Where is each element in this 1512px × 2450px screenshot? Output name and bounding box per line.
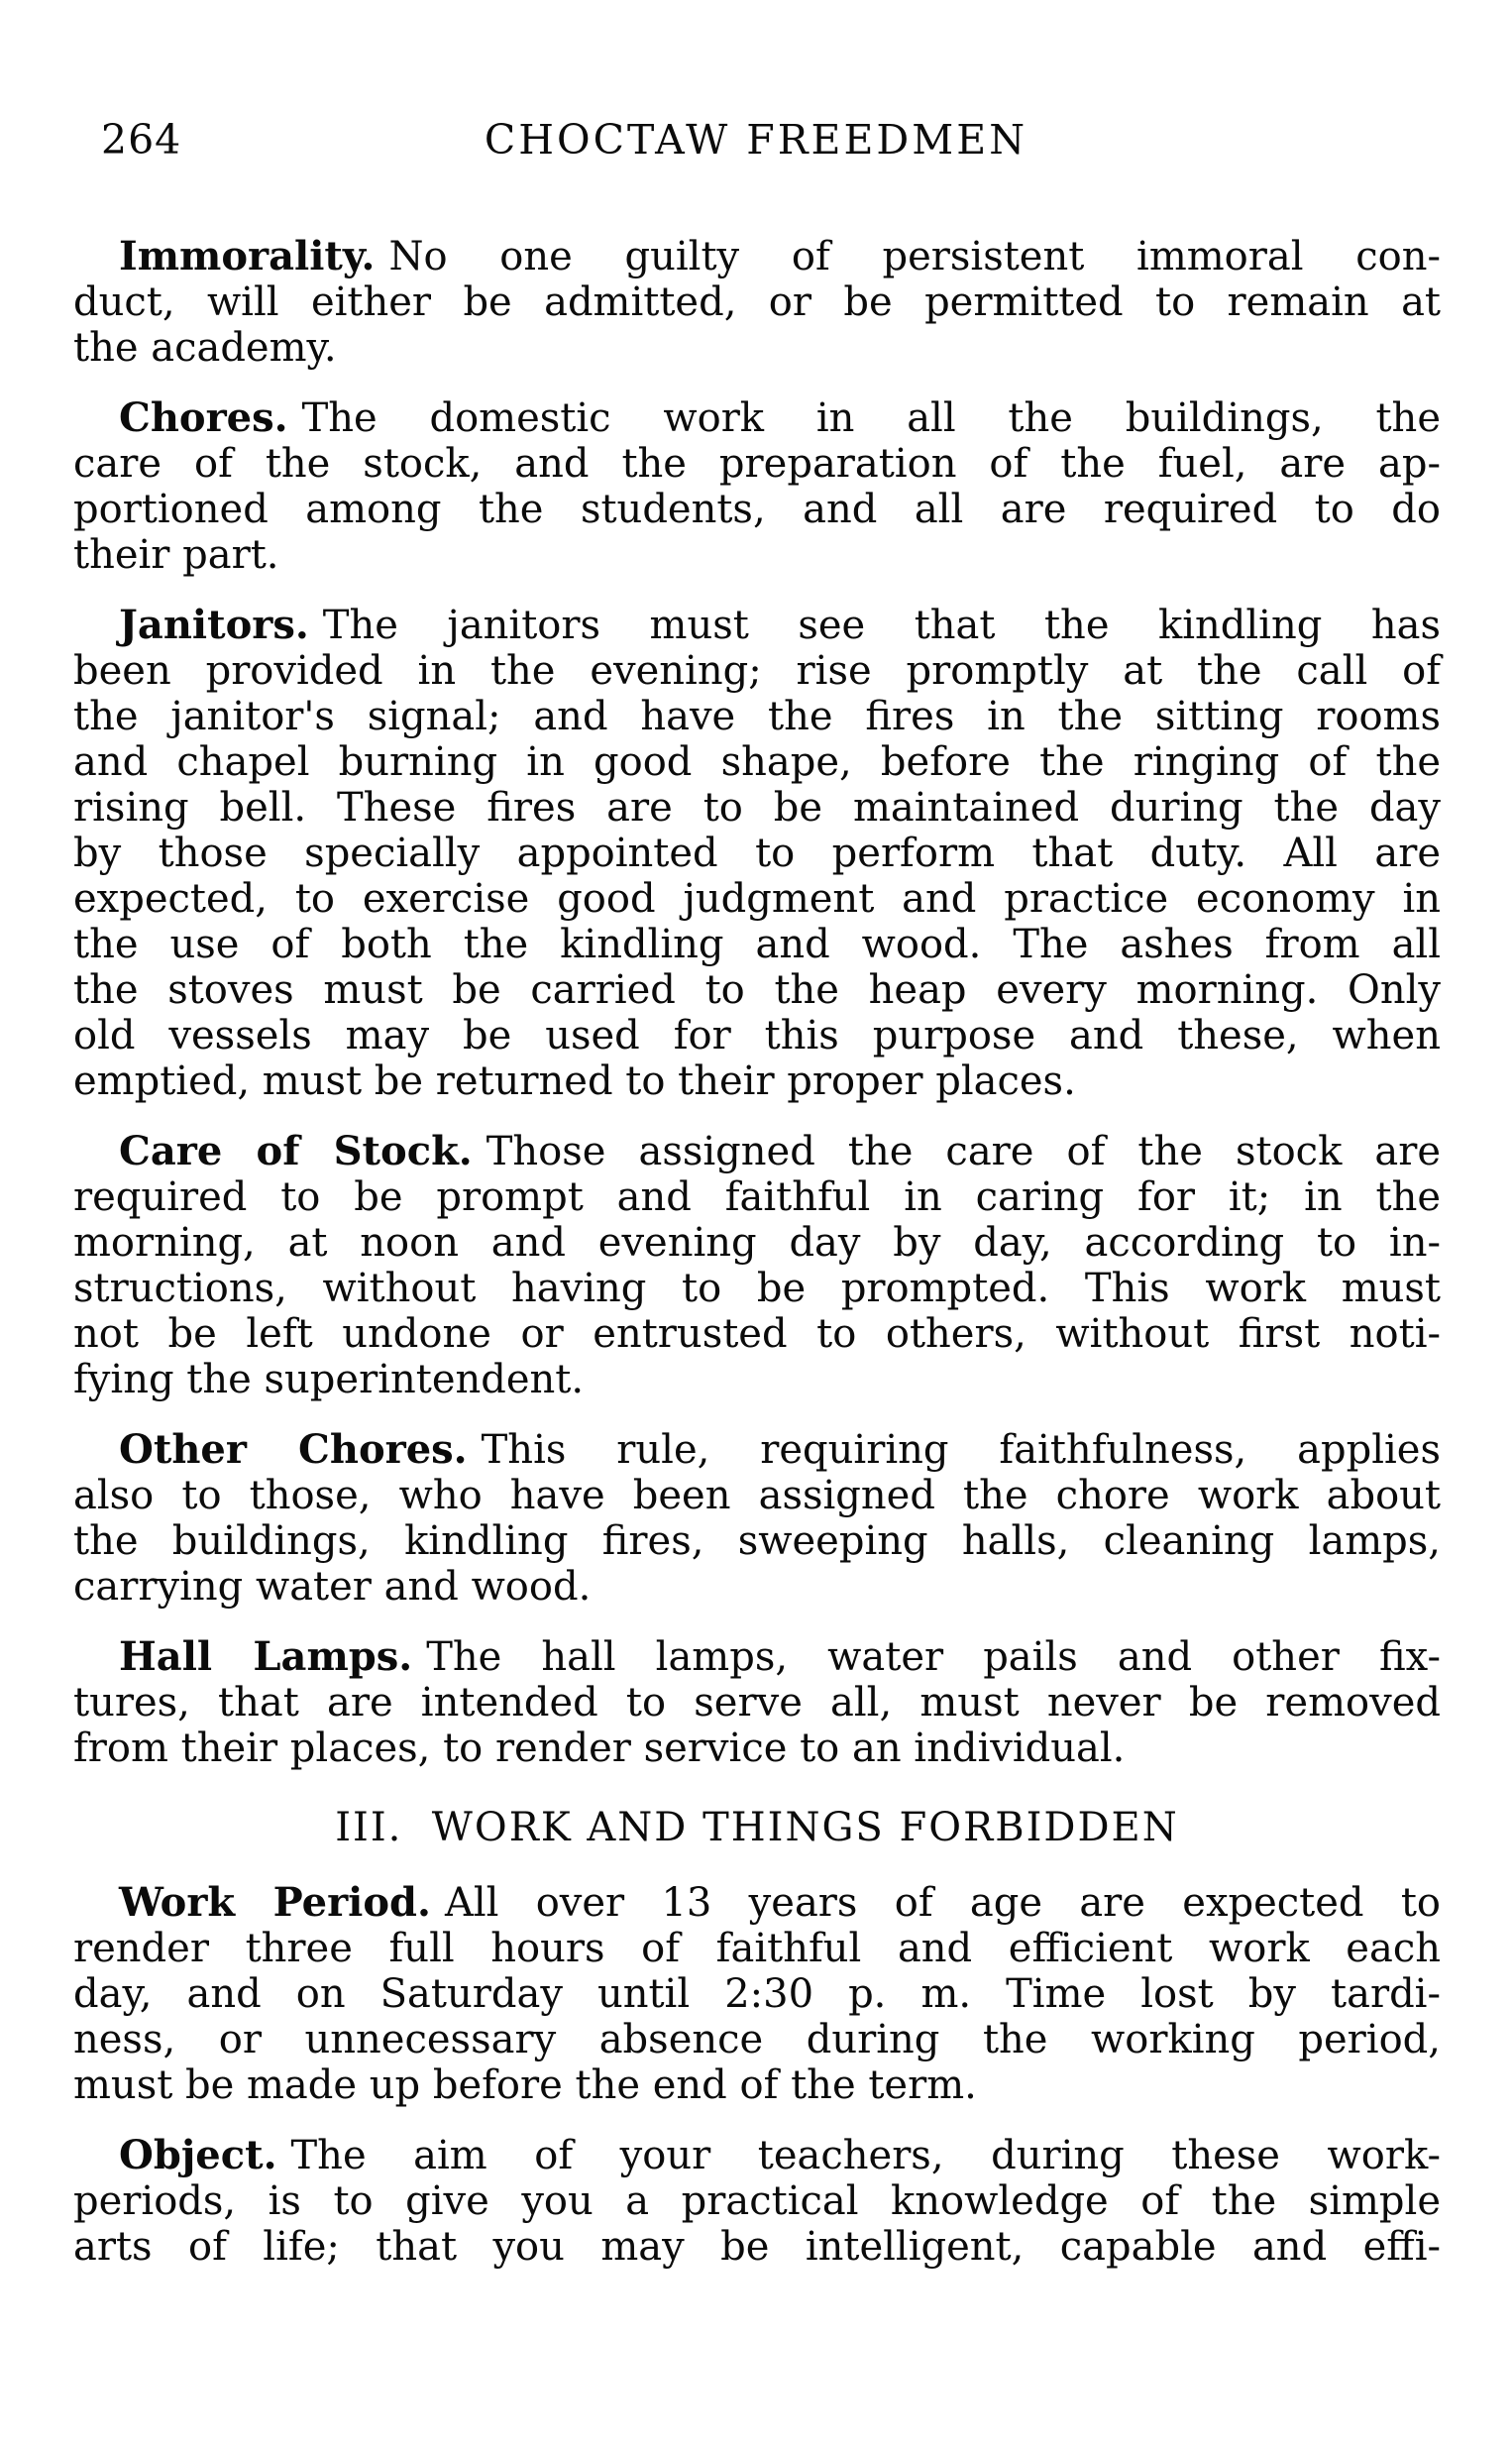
text-line: duct, will either be admitted, or be permitted to remain at [73,279,1441,325]
paragraph [73,1880,1441,2108]
rules-section [73,234,1441,1771]
text-line: Object. The aim of your teachers, during these work- [119,2132,1441,2178]
text-line: rising bell. These fires are to be maintained during the day [73,785,1441,831]
text-line: day, and on Saturday until 2:30 p. m. Time lost by tardi- [73,1971,1441,2017]
paragraph-lead: Object. [119,2132,277,2178]
text-line: expected, to exercise good judgment and practice economy in [73,876,1441,922]
paragraph [73,1634,1441,1771]
text-line: the buildings, kindling fires, sweeping halls, cleaning lamps, [73,1518,1441,1564]
text-line: tures, that are intended to serve all, must never be removed [73,1680,1441,1726]
text-line: must be made up before the end of the term. [73,2062,977,2108]
paragraph-lead: Other Chores. [119,1426,468,1473]
text-line: not be left undone or entrusted to others, without first noti- [73,1311,1441,1357]
paragraph [73,2133,1441,2270]
text-line: Janitors. The janitors must see that the kindling has [119,602,1441,648]
text-line: arts of life; that you may be intelligent, capable and effi- [73,2224,1441,2270]
text-line: old vessels may be used for this purpose and these, when [73,1013,1441,1058]
text-line: morning, at noon and evening day by day, according to in- [73,1220,1441,1266]
text-line: Other Chores. This rule, requiring faithfulness, applies [119,1426,1442,1473]
text-line: periods, is to give you a practical knowledge of the simple [73,2178,1441,2224]
paragraph [73,234,1441,371]
text-line: by those specially appointed to perform that duty. All are [73,831,1441,876]
paragraph [73,1427,1441,1610]
text-line: also to those, who have been assigned the chore work about [73,1473,1441,1518]
text-line: emptied, must be returned to their proper places. [73,1058,1076,1104]
paragraph-lead: Care of Stock. [119,1128,473,1174]
paragraph [73,1129,1441,1402]
paragraph [73,603,1441,1104]
page-body [0,168,1512,2270]
text-line: carrying water and wood. [73,1564,592,1610]
text-line: from their places, to render service to an individual. [73,1726,1126,1771]
text-line: Care of Stock. Those assigned the care of the stock are [119,1128,1441,1174]
text-line: the stoves must be carried to the heap every morning. Only [73,967,1441,1013]
text-line: and chapel burning in good shape, before the ringing of the [73,739,1441,785]
running-title: CHOCTAW FREEDMEN [484,116,1028,164]
paragraph-lead: Chores. [119,394,288,441]
text-line: required to be prompt and faithful in caring for it; in the [73,1174,1441,1220]
text-line: their part. [73,532,279,578]
text-line: the janitor's signal; and have the fires in the sitting rooms [73,694,1441,739]
text-line: care of the stock, and the preparation of the fuel, are ap- [73,441,1441,487]
text-line: the use of both the kindling and wood. The ashes from all [73,922,1441,967]
paragraph-lead: Hall Lamps. [119,1633,413,1680]
paragraph-lead: Work Period. [119,1879,431,1926]
section-heading: III. WORK AND THINGS FORBIDDEN [335,1805,1179,1850]
text-line: Immorality. No one guilty of persistent immoral con- [119,233,1441,279]
text-line: Work Period. All over 13 years of age are expected to [119,1879,1441,1926]
text-line: portioned among the students, and all are required to do [73,487,1441,532]
text-line: fying the superintendent. [73,1357,585,1402]
work-forbidden-section [73,1880,1441,2270]
text-line: Chores. The domestic work in all the buildings, the [119,394,1441,441]
text-line: render three full hours of faithful and efficient work each [73,1926,1441,1971]
text-line: the academy. [73,325,337,371]
paragraph-lead: Immorality. [119,233,376,279]
text-line: been provided in the evening; rise promptly at the call of [73,648,1441,694]
text-line: Hall Lamps. The hall lamps, water pails and other fix- [119,1633,1441,1680]
page-number: 264 [101,116,182,164]
page-header [0,0,1512,168]
text-line: structions, without having to be prompted. This work must [73,1266,1441,1311]
paragraph-lead: Janitors. [119,602,309,648]
paragraph [73,395,1441,578]
text-line: ness, or unnecessary absence during the working period, [73,2017,1441,2062]
